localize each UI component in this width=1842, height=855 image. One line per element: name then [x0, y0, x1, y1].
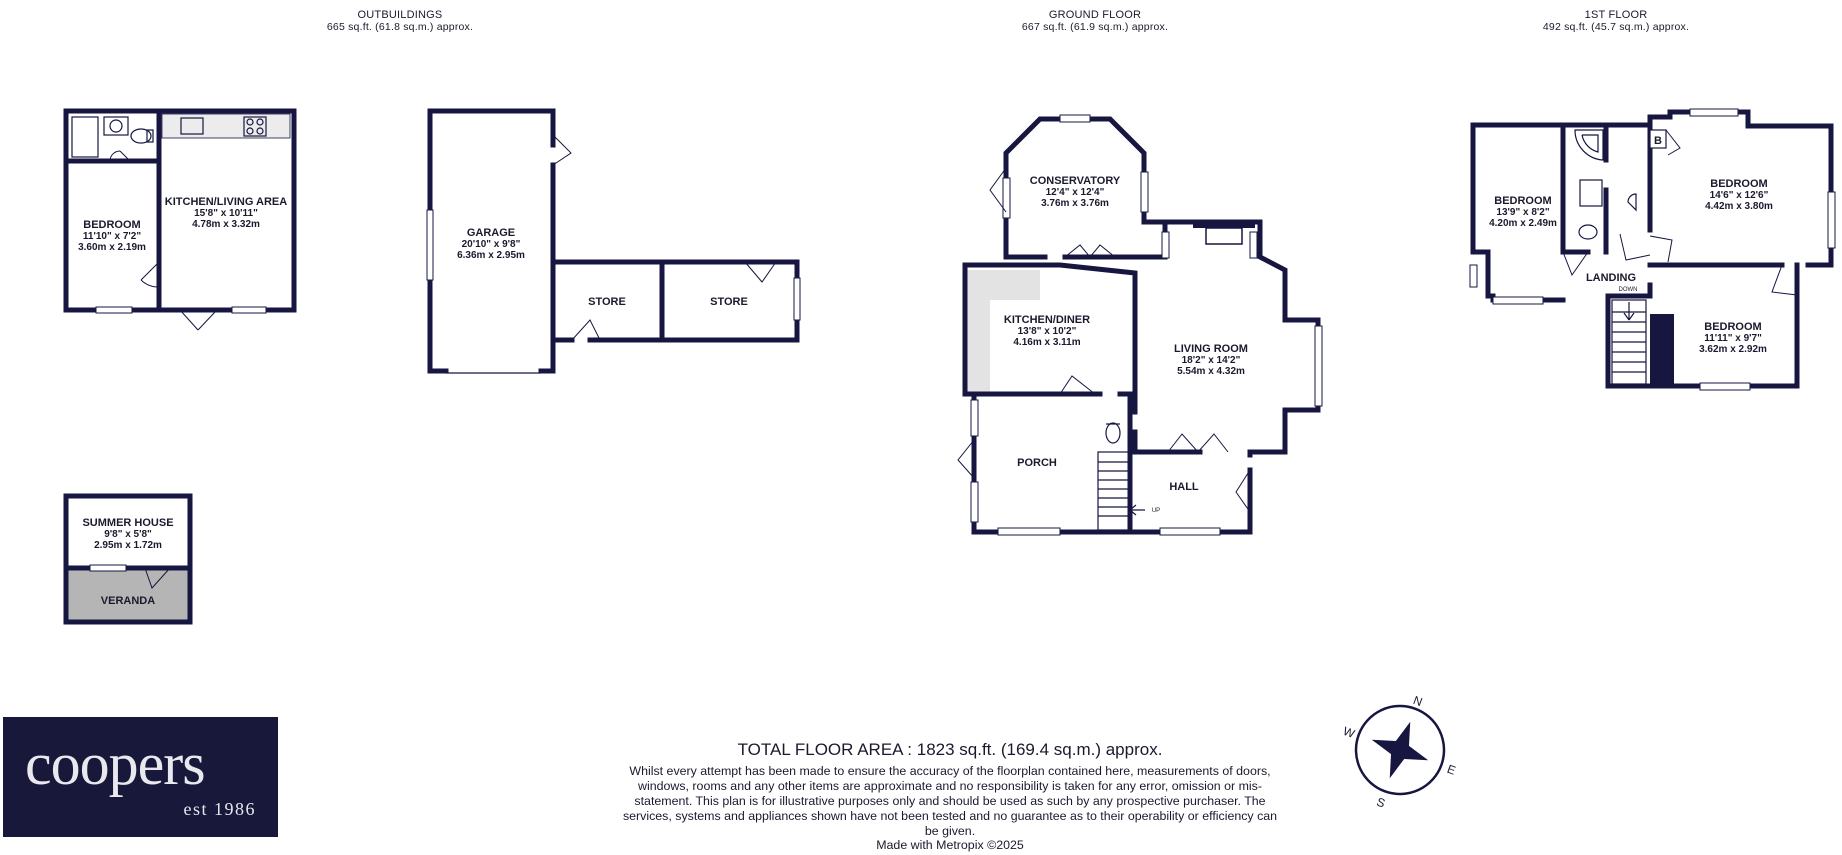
bedroom-1-right-wall: [1563, 125, 1588, 252]
shower: [1580, 180, 1602, 206]
porch-label: PORCH: [1017, 457, 1057, 469]
annexe-walls: [66, 111, 294, 310]
summer-house-label: SUMMER HOUSE: [82, 517, 174, 529]
first-floor-plan: [1470, 109, 1835, 390]
boiler-cupboard-door: [1666, 130, 1680, 155]
annexe-bedroom-label: BEDROOM: [83, 219, 141, 231]
kitchen-diner-metric: 4.16m x 3.11m: [1013, 337, 1081, 348]
bedroom-2-window-top: [1690, 109, 1738, 116]
summer-house-imperial: 9'8" x 5'8": [104, 529, 152, 540]
garage-outbuilding: [427, 111, 800, 373]
stairs-up-label: UP: [1151, 508, 1161, 514]
hall-window: [1160, 528, 1220, 535]
hall-label: HALL: [1169, 481, 1199, 493]
outbuildings-title: OUTBUILDINGS: [357, 9, 443, 21]
conservatory-imperial: 12'4" x 12'4": [1045, 187, 1105, 198]
boiler-label: B: [1654, 135, 1662, 147]
living-room-label: LIVING ROOM: [1174, 343, 1248, 355]
store-1-door: [572, 320, 600, 340]
conservatory-metric: 3.76m x 3.76m: [1041, 198, 1109, 209]
porch-window-top: [971, 400, 978, 436]
living-room-metric: 5.54m x 4.32m: [1177, 366, 1245, 377]
logo-brand: coopers: [25, 731, 205, 797]
living-room-window-left: [1162, 232, 1169, 258]
first-floor-title: 1ST FLOOR: [1584, 9, 1648, 21]
porch-window-front: [998, 528, 1060, 535]
stairs-down-label: DOWN: [1618, 287, 1638, 293]
kitchen-diner-label: KITCHEN/DINER: [1003, 314, 1091, 326]
bedroom-2-metric: 4.42m x 3.80m: [1705, 201, 1773, 212]
ground-floor-area: 667 sq.ft. (61.9 sq.m.) approx.: [1021, 21, 1169, 33]
conservatory-label: CONSERVATORY: [1029, 175, 1121, 187]
annexe-entrance-door: [180, 310, 215, 330]
bedroom-3-walls: [1608, 265, 1797, 386]
stair-void: [1650, 314, 1674, 386]
toilet: [131, 129, 151, 143]
bedroom-1-metric: 4.20m x 2.49m: [1489, 218, 1557, 229]
bedroom-1-label: BEDROOM: [1494, 195, 1552, 207]
landing-label: LANDING: [1585, 272, 1637, 284]
kitchen-living-metric: 4.78m x 3.32m: [192, 219, 260, 230]
kitchen-porch-door: [1060, 376, 1095, 394]
made-with-credit: Made with Metropix ©2025: [876, 838, 1024, 852]
bedroom-3-imperial: 11'11" x 9'7": [1704, 333, 1762, 344]
outbuildings-area: 665 sq.ft. (61.8 sq.m.) approx.: [326, 21, 474, 33]
garage-imperial: 20'10" x 9'8": [461, 239, 521, 250]
kitchen-diner-imperial: 13'8" x 10'2": [1017, 326, 1077, 337]
bedroom-1-side-window: [1470, 265, 1477, 287]
compass-s: S: [1374, 794, 1388, 811]
total-floor-area: TOTAL FLOOR AREA : 1823 sq.ft. (169.4 sq.m.) approx.: [737, 740, 1163, 759]
store-2-door: [745, 262, 776, 282]
bedroom-1-door: [1563, 252, 1588, 275]
conservatory-window-top: [1060, 115, 1090, 122]
coopers-logo: [3, 717, 278, 837]
bedroom-1-imperial: 13'9" x 8'2": [1496, 207, 1550, 218]
store-1-label: STORE: [588, 296, 626, 308]
store-2-label: STORE: [710, 296, 748, 308]
annexe-outbuilding: [66, 111, 294, 330]
kitchen-living-imperial: 15'8" x 10'11": [194, 208, 258, 219]
garage-metric: 6.36m x 2.95m: [457, 250, 525, 261]
garage-window: [427, 210, 433, 280]
first-floor-toilet: [1579, 225, 1597, 239]
shower-tray: [72, 117, 98, 157]
first-floor-basin: [1628, 194, 1636, 210]
annexe-window-2: [232, 307, 266, 313]
ground-floor-plan: [958, 115, 1322, 535]
bedroom-2-door: [1650, 236, 1672, 262]
bedroom-1-window: [1493, 297, 1543, 304]
store-window: [794, 278, 800, 320]
logo-est: est 1986: [183, 799, 256, 819]
annexe-bedroom-metric: 3.60m x 2.19m: [78, 242, 146, 253]
first-floor-area: 492 sq.ft. (45.7 sq.m.) approx.: [1542, 21, 1690, 33]
living-room-imperial: 18'2" x 14'2": [1181, 355, 1241, 366]
conservatory-window-left: [1003, 178, 1010, 218]
hall-living-doors: [1168, 434, 1228, 452]
first-floor-stairs: [1612, 300, 1674, 386]
ground-floor-toilet: [1106, 423, 1120, 443]
bedroom-2-window-side: [1828, 192, 1835, 248]
compass: [1322, 674, 1475, 829]
annexe-bedroom-door: [141, 262, 159, 287]
bedroom-3-label: BEDROOM: [1704, 321, 1762, 333]
chimney-breast: [1193, 222, 1255, 228]
veranda-label: VERANDA: [100, 595, 156, 607]
porch-hall-outer-wall: [974, 394, 1250, 532]
annexe-window-1: [96, 307, 132, 313]
annexe-bedroom-imperial: 11'10" x 7'2": [82, 231, 142, 242]
landing-door: [1620, 234, 1650, 260]
living-room-bay-window: [1315, 326, 1322, 406]
bedroom-2-label: BEDROOM: [1710, 178, 1768, 190]
bedroom-2-imperial: 14'6" x 12'6": [1709, 190, 1769, 201]
garage-label: GARAGE: [466, 227, 516, 239]
bedroom-3-metric: 3.62m x 2.92m: [1699, 344, 1767, 355]
summer-house-window: [90, 565, 126, 571]
compass-e: E: [1445, 761, 1458, 778]
bedroom-3-window: [1700, 383, 1750, 390]
conservatory-window-right: [1141, 172, 1148, 212]
disclaimer-text: Whilst every attempt has been made to ensure the accuracy of the floorplan contained here, measurements of doors, windows, rooms and any other items are approximate and no responsibility is taken for any error, omission or mis-statement. This plan is for illustrative purposes only and should be used as such by any prospective purchaser. The services, systems and appliances shown have not been tested and no guarantee as to their operability or efficiency can be given.: [622, 764, 1278, 838]
compass-w: W: [1341, 723, 1357, 741]
kitchen-living-label: KITCHEN/LIVING AREA: [164, 196, 288, 208]
summer-house-metric: 2.95m x 1.72m: [94, 540, 162, 551]
garage-side-door: [553, 135, 571, 165]
compass-star-icon: [1362, 712, 1439, 789]
ground-floor-title: GROUND FLOOR: [1048, 9, 1142, 21]
bedroom-3-door: [1772, 265, 1797, 295]
living-room-window-right: [1250, 232, 1257, 258]
fireplace: [1206, 228, 1242, 244]
summer-house-outbuilding: [66, 496, 190, 622]
porch-window-bottom: [971, 482, 978, 522]
compass-n: N: [1411, 693, 1425, 710]
